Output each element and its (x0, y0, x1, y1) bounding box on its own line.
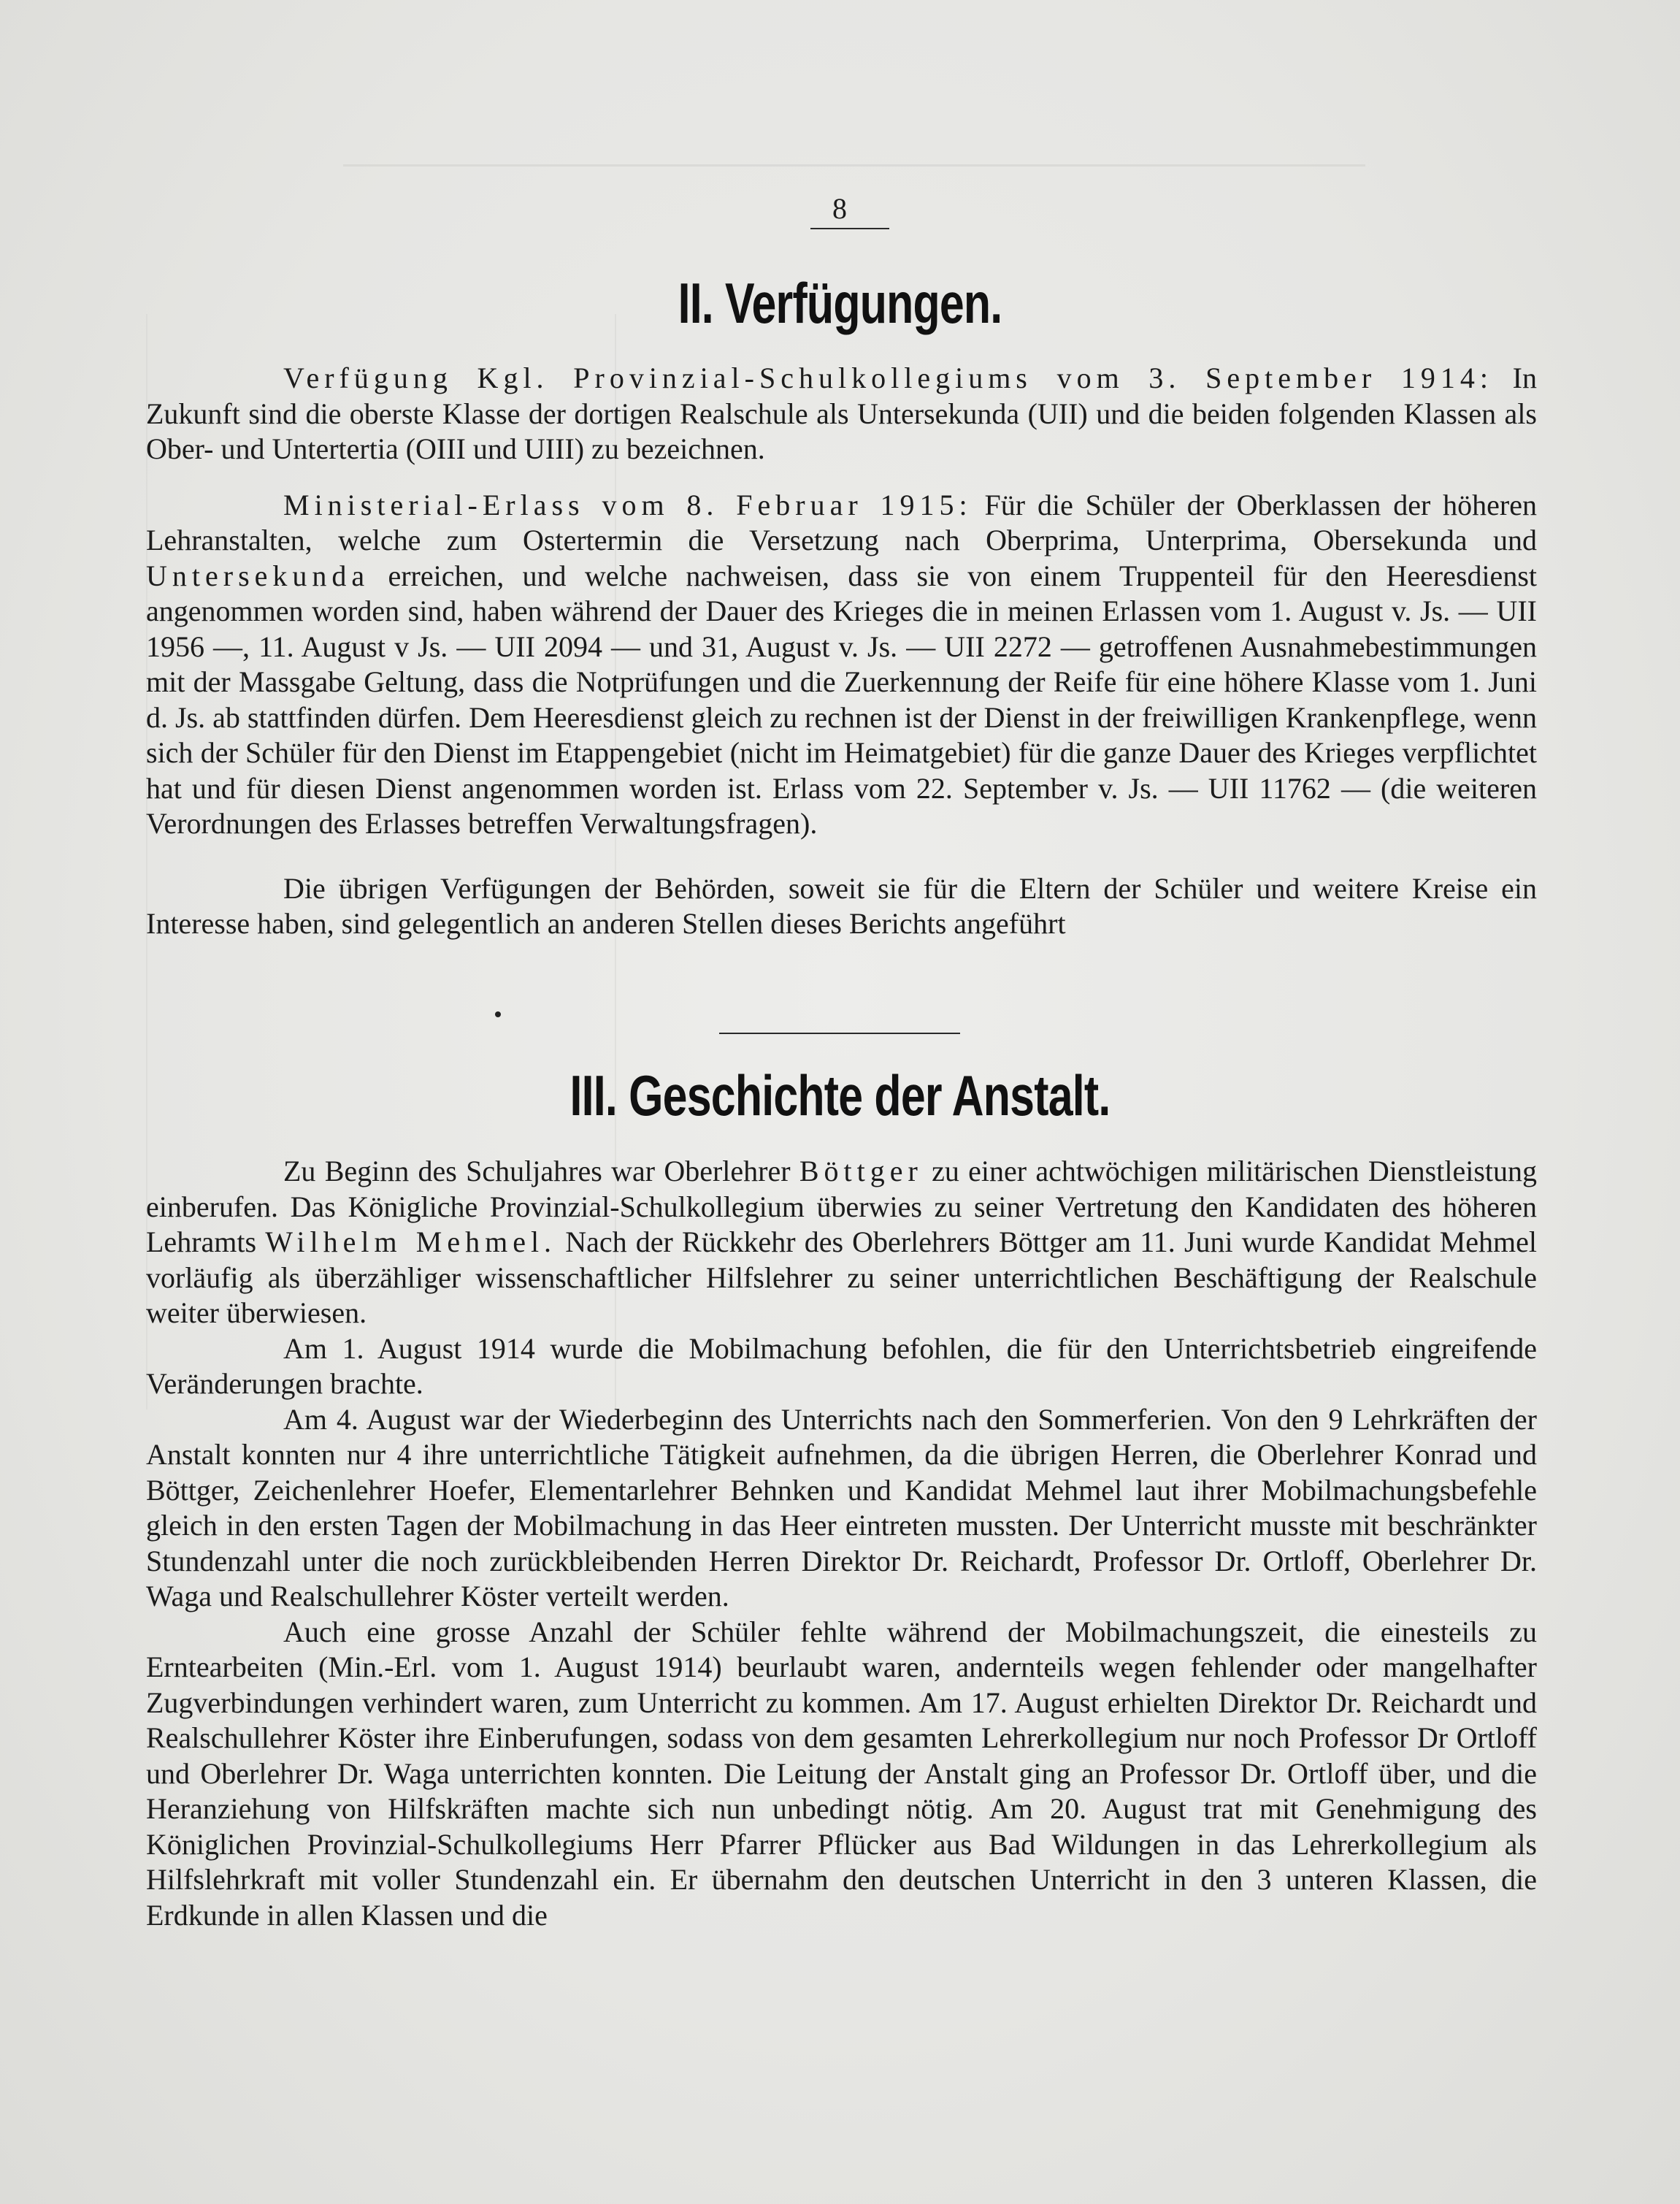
paragraph-schueler-fehlten: Auch eine grosse Anzahl der Schüler fehlte während der Mobilmachungszeit, die einesteils zu Erntearbeiten (Min.-Erl. vom 1. August 1914) beurlaubt waren, andernteils wegen fehlender oder mangelhafter Zugverbindungen verhindert waren, zum Unterricht zu kommen. Am 17. August erhielten Direktor Dr. Reichardt und Realschullehrer Köster ihre Einberufungen, sodass von dem gesamten Lehrerkollegium nur noch Professor Dr Ortloff und Oberlehrer Dr. Waga unterrichten konnten. Die Leitung der Anstalt ging an Professor Dr. Ortloff über, und die Heranziehung von Hilfskräften machte sich nun unbedingt nötig. Am 20. August trat mit Genehmigung des Königlichen Provinzial-Schulkollegiums Herr Pfarrer Pflücker aus Bad Wildungen in das Lehrerkollegium als Hilfslehrkraft mit voller Stundenzahl ein. Er übernahm den deutschen Unterricht in den 3 unteren Klassen, die Erdkunde in allen Klassen und die (146, 1615, 1537, 1932)
section-heading-geschichte: III. Geschichte der Anstalt. (569, 1063, 1111, 1128)
section-heading-verfuegungen: II. Verfügungen. (678, 271, 1002, 335)
paragraph-text: Nach der Rückkehr des Oberlehrers Böttger am 11. Juni wurde Kandidat Mehmel vorläufig als überzähliger wissenschaftlicher Hilfslehrer zu seiner unterrichtlichen Beschäftigung der Realschule weiter überwiesen. (146, 1225, 1538, 1329)
page-number-rule (810, 228, 889, 229)
section-geschichte (146, 1154, 1537, 1933)
section-verfuegungen (146, 361, 1537, 963)
paragraph-uebrige-verfuegungen: Die übrigen Verfügungen der Behörden, soweit sie für die Eltern der Schüler und weitere Kreise ein Interesse haben, sind gelegentlich an anderen Stellen dieses Berichts angeführt (146, 871, 1537, 940)
decree-title: Verfügung Kgl. Provinzial-Schulkollegiums vom 3. September 1914: (283, 361, 1493, 394)
emphasized-name: Böttger (799, 1155, 923, 1187)
emphasized-name: Wilhelm Mehmel. (265, 1225, 557, 1258)
paragraph-wiederbeginn: Am 4. August war der Wiederbeginn des Unterrichts nach den Sommerferien. Von den 9 Lehrkräften der Anstalt konnten nur 4 ihre unterrichtliche Tätigkeit aufnehmen, da die übrigen Herren, die Oberlehrer Konrad und Böttger, Zeichenlehrer Hoefer, Elementarlehrer Behnken und Kandidat Mehmel laut ihrer Mobilmachungsbefehle gleich in den ersten Tagen der Mobilmachung in das Heer eintreten mussten. Der Unterricht musste mit beschränkter Stundenzahl unter die noch zurückbleibenden Herren Direktor Dr. Reichardt, Professor Dr. Ortloff, Oberlehrer Dr. Waga und Realschullehrer Köster verteilt werden. (146, 1402, 1537, 1612)
paragraph-text: erreichen, und welche nachweisen, dass sie von einem Truppenteil für den Heeresdienst angenommen worden sind, haben während der Dauer des Krieges die in meinen Erlassen vom 1. August v. Js. — UII 1956 —, 11. August v Js. — UII 2094 — und 31, August v. Js. — UII 2272 — getroffenen Ausnahmebestimmungen mit der Massgabe Geltung, dass die Notprüfungen und die Zuerkennung der Reife für eine höhere Klasse vom 1. Juni d. Js. ab stattfinden dürfen. Dem Heeresdienst gleich zu rechnen ist der Dienst in der freiwilligen Krankenpflege, wenn sich der Schüler für den Dienst im Etappengebiet (nicht im Heimatgebiet) für die ganze Dauer des Krieges verpflichtet hat und für diesen Dienst angenommen worden ist. Erlass vom 22. September v. Js. — UII 11762 — (die weiteren Verordnungen des Erlasses betreffen Verwaltungsfragen). (146, 559, 1537, 840)
decree-title: Ministerial-Erlass vom 8. Februar 1915: (283, 488, 973, 521)
paragraph-schuljahr-beginn (146, 1154, 1537, 1331)
paragraph-verfuegung-1914 (146, 361, 1537, 467)
paragraph-text: Für die Schüler der Oberklassen der höheren Lehranstalten, welche zum Ostertermin die Versetzung nach Oberprima, Unterprima, Obersekunda und (146, 488, 1537, 556)
section-divider (719, 1033, 960, 1034)
emphasized-word: Untersekunda (146, 559, 370, 592)
paragraph-text: Zu Beginn des Schuljahres war Oberlehrer (283, 1155, 791, 1187)
ink-dot (495, 1011, 501, 1017)
paragraph-text: In Zukunft sind die oberste Klasse der dortigen Realschule als Untersekunda (UII) und die beiden folgenden Klassen als Ober- und Untertertia (OIII und UIII) zu bezeichnen. (146, 361, 1537, 465)
page-number: 8 (832, 192, 847, 225)
paragraph-erlass-1915 (146, 488, 1537, 842)
paragraph-text: zu einer achtwöchigen militärischen Dienstleistung einberufen. Das Königliche Provinzial-Schulkollegium überwies zu seiner Vertretung den Kandidaten des höheren Lehramts (146, 1155, 1538, 1258)
paragraph-mobilmachung: Am 1. August 1914 wurde die Mobilmachung befohlen, die für den Unterrichtsbetrieb eingreifende Veränderungen brachte. (146, 1331, 1537, 1400)
